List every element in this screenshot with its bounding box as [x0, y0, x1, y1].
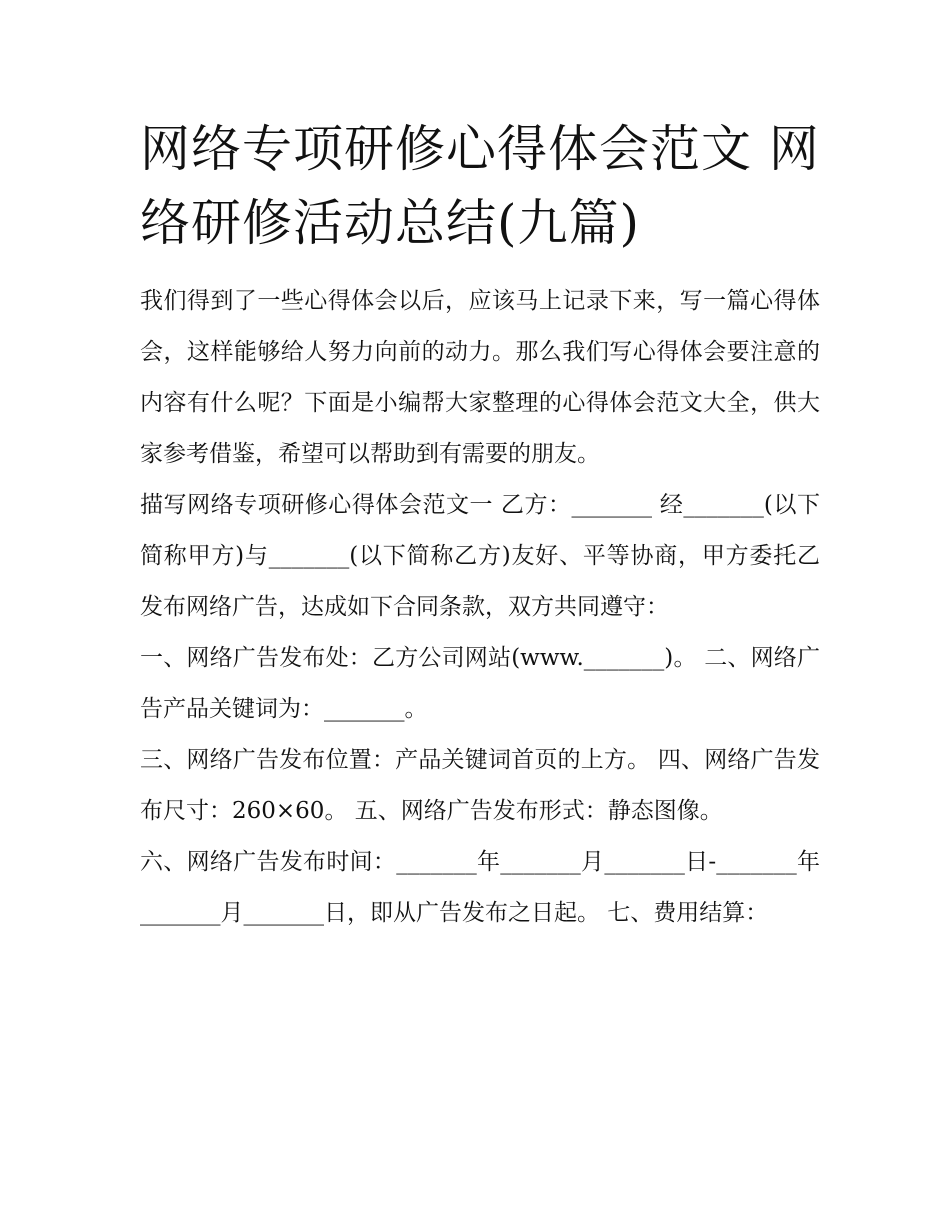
document-title: 网络专项研修心得体会范文 网络研修活动总结(九篇): [140, 120, 820, 252]
intro-paragraph: 我们得到了一些心得体会以后，应该马上记录下来，写一篇心得体会，这样能够给人努力向前的动力。那么我们写心得体会要注意的内容有什么呢？下面是小编帮大家整理的心得体会范文大全，供大家参考借鉴，希望可以帮助到有需要的朋友。: [140, 288, 820, 467]
clause-paragraph: 三、网络广告发布位置：产品关键词首页的上方。 四、网络广告发布尺寸：260×60。 五、网络广告发布形式：静态图像。: [140, 747, 820, 824]
contract-intro-paragraph: 描写网络专项研修心得体会范文一 乙方：_______ 经_______(以下简称甲方)与_______(以下简称乙方)友好、平等协商，甲方委托乙发布网络广告，达成如下合同条款，双方共同遵守：: [140, 492, 820, 620]
clause-paragraph: 一、网络广告发布处：乙方公司网站(www._______)。 二、网络广告产品关键词为：_______。: [140, 645, 820, 722]
clause-paragraph: 六、网络广告发布时间：_______年_______月_______日-_______年_______月_______日，即从广告发布之日起。 七、费用结算：: [140, 849, 820, 926]
document-body: [140, 276, 820, 939]
